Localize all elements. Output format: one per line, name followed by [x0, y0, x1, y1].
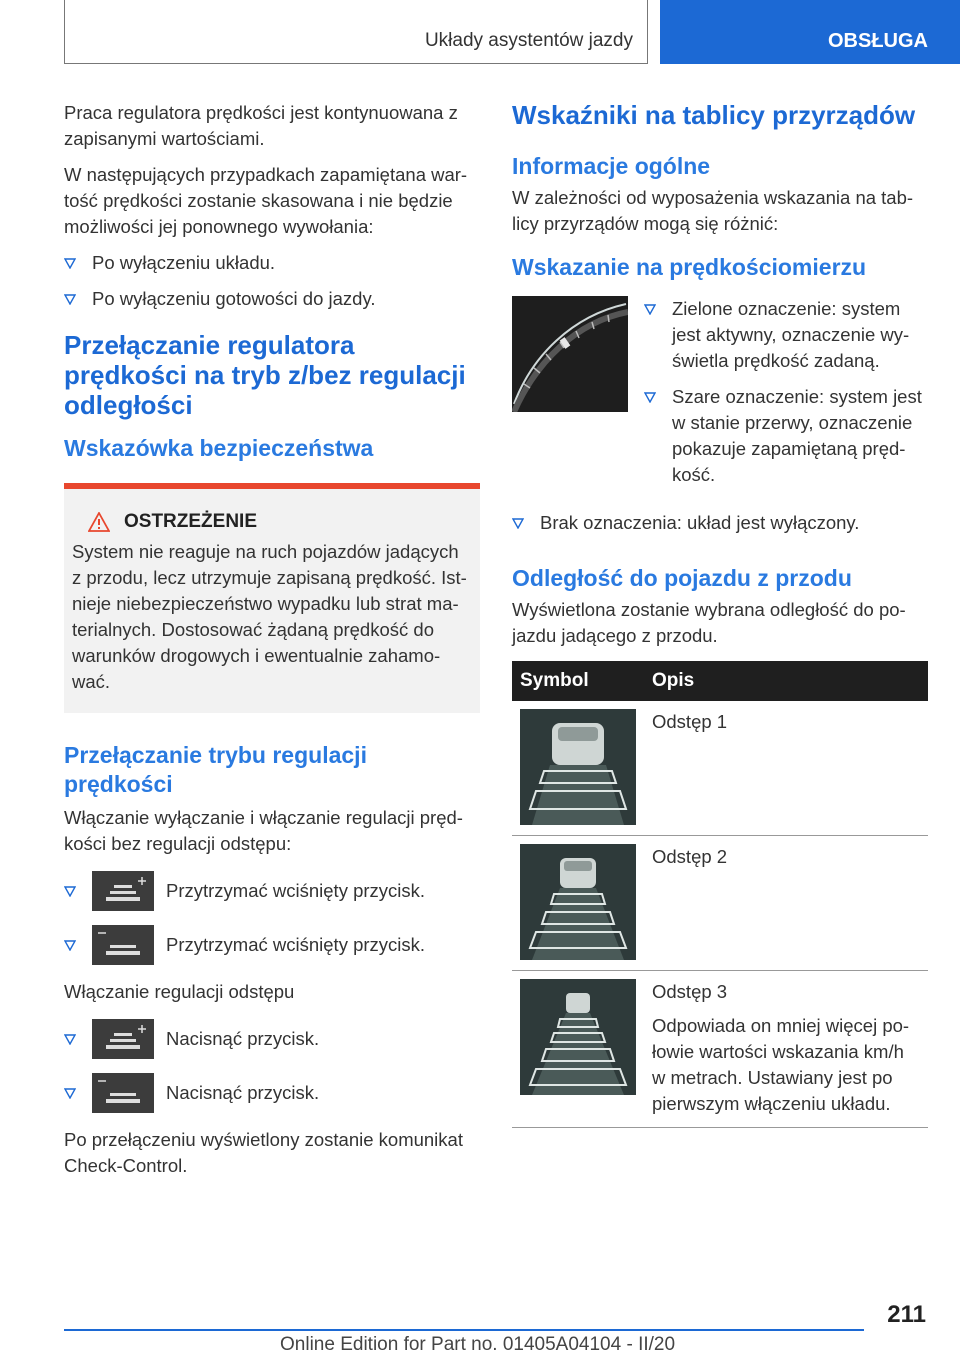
- warning-triangle-icon: [88, 512, 110, 532]
- list-item-text: Po wyłączeniu gotowości do jazdy.: [92, 288, 376, 309]
- table-header-row: [512, 661, 928, 701]
- left-column: [64, 100, 480, 1189]
- footer-divider: [64, 1329, 864, 1331]
- paragraph: W zależności od wyposażenia wskazania na tab-licy przyrządów mogą się różnić:: [512, 187, 914, 234]
- list-item-text: Szare oznaczenie: system jest w stanie przerwy, oznaczenie pokazuje zapamiętaną pręd-kość.: [672, 386, 922, 485]
- edition-note: Online Edition for Part no. 01405A04104 - II/20: [280, 1334, 676, 1355]
- row-title: Odstęp 2: [652, 846, 728, 867]
- list-item: [644, 384, 928, 488]
- bullet-triangle-icon: [64, 250, 92, 276]
- subsection-heading: Odległość do pojazdu z przodu: [512, 565, 852, 591]
- list-item-text: Brak oznaczenia: układ jest wyłączony.: [540, 512, 860, 533]
- chapter-tab-label: OBSŁUGA: [828, 30, 928, 52]
- bullet-triangle-icon: [64, 885, 92, 897]
- distance-plus-button-icon: [92, 871, 154, 911]
- list-item: [512, 510, 928, 536]
- row-title: Odstęp 3: [652, 981, 728, 1002]
- speedometer-image: [512, 296, 628, 412]
- subsection-heading: Informacje ogólne: [512, 153, 711, 179]
- bullet-triangle-icon: [512, 510, 540, 536]
- list-item: [64, 1019, 480, 1059]
- table-row: [512, 971, 928, 1128]
- paragraph: Wyświetlona zostanie wybrana odległość do po-jazdu jadącego z przodu.: [512, 599, 906, 646]
- bullet-triangle-icon: [64, 1033, 92, 1045]
- list-item-text: Nacisnąć przycisk.: [166, 1082, 320, 1103]
- list-item: [64, 250, 480, 276]
- bullet-triangle-icon: [644, 296, 672, 374]
- distance-minus-button-icon: [92, 1073, 154, 1113]
- table-row: [512, 701, 928, 836]
- table-row: [512, 836, 928, 971]
- running-header: [64, 0, 648, 64]
- section-title: Układy asystentów jazdy: [424, 30, 633, 51]
- column-header: Opis: [644, 661, 928, 701]
- list-item-text: Nacisnąć przycisk.: [166, 1028, 320, 1049]
- right-column: [512, 100, 928, 1128]
- chapter-tab: [660, 0, 960, 64]
- row-title: Odstęp 1: [652, 711, 728, 732]
- warning-box: [64, 483, 480, 713]
- bullet-triangle-icon: [644, 384, 672, 488]
- list-item: [64, 286, 480, 312]
- bullet-triangle-icon: [64, 1087, 92, 1099]
- distance-plus-button-icon: [92, 1019, 154, 1059]
- warning-text: System nie reaguje na ruch pojazdów jadących z przodu, lecz utrzymuje zapisaną prędkość. Ist-nieje niebezpieczeństwo wypadku lub strat ma-terialnych. Dostosować żądaną prędkość do warunków drogowych i ewentualnie zahamo-wać.: [72, 541, 467, 692]
- subsection-heading: Przełączanie trybu regulacji prędkości: [64, 742, 367, 797]
- list-item-text: Po wyłączeniu układu.: [92, 252, 276, 273]
- row-description: Odpowiada on mniej więcej po-łowie wartości wskazania km/h w metrach. Ustawiany jest po pierwszym włączeniu układu.: [652, 1015, 910, 1114]
- distance-1-image: [520, 709, 636, 825]
- paragraph: Po przełączeniu wyświetlony zostanie komunikat Check-Control.: [64, 1129, 463, 1176]
- warning-title-text: OSTRZEŻENIE: [124, 511, 258, 532]
- paragraph: W następujących przypadkach zapamiętana war-tość prędkości zostanie skasowana i nie będzie możliwości jej ponownego wywołania:: [64, 164, 468, 237]
- distance-3-image: [520, 979, 636, 1095]
- page-number: 211: [887, 1301, 926, 1328]
- bullet-triangle-icon: [64, 939, 92, 951]
- list-item: [64, 1073, 480, 1113]
- list-item: [644, 296, 928, 374]
- distance-2-image: [520, 844, 636, 960]
- speedometer-section: [512, 296, 928, 498]
- subsection-heading: Wskazówka bezpieczeństwa: [64, 435, 374, 461]
- warning-title: [72, 511, 470, 533]
- list-item-text: Przytrzymać wciśnięty przycisk.: [166, 880, 426, 901]
- list-item-text: Zielone oznaczenie: system jest aktywny, oznaczenie wy-świetla prędkość zadaną.: [672, 298, 910, 371]
- subsection-heading: Wskazanie na prędkościomierzu: [512, 254, 867, 280]
- paragraph: Włączanie wyłączanie i włączanie regulacji pręd-kości bez regulacji odstępu:: [64, 807, 463, 854]
- column-header: Symbol: [512, 661, 644, 701]
- bullet-triangle-icon: [64, 286, 92, 312]
- paragraph: Praca regulatora prędkości jest kontynuowana z zapisanymi wartościami.: [64, 102, 458, 149]
- distance-minus-button-icon: [92, 925, 154, 965]
- section-heading: Przełączanie regulatora prędkości na tryb z/bez regulacji odległości: [64, 330, 466, 420]
- section-heading: Wskaźniki na tablicy przyrządów: [512, 100, 916, 130]
- list-item: [64, 925, 480, 965]
- list-item-text: Przytrzymać wciśnięty przycisk.: [166, 934, 426, 955]
- distance-table: [512, 661, 928, 1128]
- paragraph: Włączanie regulacji odstępu: [64, 981, 295, 1002]
- list-item: [64, 871, 480, 911]
